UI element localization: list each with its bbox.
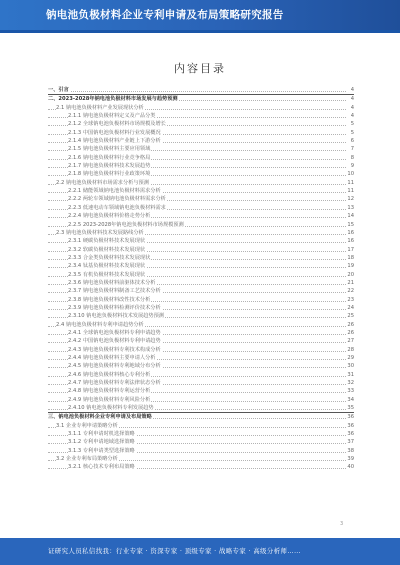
toc-entry-page: 21	[347, 279, 354, 286]
toc-entry-page: 4	[350, 96, 354, 103]
toc-entry[interactable]	[48, 455, 354, 463]
toc-entry-text: 2.2.3 低速电动车领域钠电池负极材料需求	[68, 204, 166, 211]
toc-entry[interactable]	[48, 254, 354, 262]
toc-entry-page: 15	[347, 221, 354, 228]
toc-entry-page: 38	[347, 447, 354, 454]
toc-entry-page: 36	[347, 431, 354, 438]
toc-entry-page: 5	[350, 129, 354, 136]
toc-entry-text: 2.4.7 钠电池负极材料专利法律状态分析	[68, 380, 161, 387]
document-title: 钠电池负极材料企业专利申请及布局策略研究报告	[46, 9, 284, 21]
toc-entry-text: 2.2.5 2023-2028年钠电池负极材料市场规模预测	[68, 221, 184, 228]
toc-entry[interactable]	[48, 104, 354, 112]
header-accent-line	[0, 30, 400, 33]
toc-entry[interactable]	[48, 296, 354, 304]
toc-entry-text: 2.1.1 钠电池负极材料定义及产品分类	[68, 113, 156, 120]
toc-entry-text: 2.4.2 中国钠电池负极材料专利申请趋势	[68, 338, 161, 345]
footer-text: 证研究人员私信找我：行业专家 · 资深专家 · 顶级专家 · 战略专家 · 高级分析师……	[48, 547, 301, 555]
toc-entry-text: 2.2.4 钠电池负极材料价格走势分析	[68, 213, 151, 220]
document-header	[0, 0, 400, 36]
toc-entry[interactable]	[48, 195, 354, 203]
toc-entry[interactable]	[48, 94, 354, 103]
toc-entry-text: 2.1.3 中国钠电池负极材料行业发展概况	[68, 129, 161, 136]
toc-entry[interactable]	[48, 346, 354, 354]
toc-entry-text: 2.3.4 钛基负极材料技术发展现状	[68, 263, 146, 270]
toc-entry-text: 2.1.5 钠电池负极材料主要应用领域	[68, 146, 151, 153]
toc-entry-page: 18	[347, 254, 354, 261]
toc-entry-page: 30	[347, 363, 354, 370]
toc-entry[interactable]	[48, 137, 354, 145]
toc-entry-page: 9	[350, 163, 354, 170]
toc-entry-page: 19	[347, 263, 354, 270]
toc-entry[interactable]	[48, 179, 354, 187]
toc-entry-text: 2.4.1 全球钠电池负极材料专利申请趋势	[68, 329, 161, 336]
toc-entry-text: 2.4.9 钠电池负极材料专利风险分析	[68, 396, 151, 403]
toc-entry-page: 39	[347, 456, 354, 463]
toc-leader-dots	[48, 91, 346, 92]
toc-entry[interactable]	[48, 362, 354, 370]
toc-entry[interactable]	[48, 371, 354, 379]
toc-entry-text: 3.1.1 专利申请时机选择策略	[68, 431, 135, 438]
toc-entry-page: 40	[347, 464, 354, 471]
toc-entry-text: 2.1.7 钠电池负极材料技术发展趋势	[68, 163, 151, 170]
toc-entry-text: 3.2.1 核心技术专利布局策略	[68, 464, 135, 471]
toc-entry[interactable]	[48, 430, 354, 438]
toc-entry[interactable]	[48, 412, 354, 421]
toc-entry-text: 三、钠电池负极材料企业专利申请及布局策略	[48, 414, 152, 421]
toc-entry-text: 2.4.4 钠电池负极材料主要申请人分析	[68, 355, 156, 361]
toc-entry[interactable]	[48, 329, 354, 337]
toc-entry-page: 10	[347, 171, 354, 178]
toc-entry-page: 28	[347, 346, 354, 353]
toc-entry-page: 11	[347, 179, 354, 186]
toc-entry-text: 2.3.6 钠电池负极材料前驱体技术分析	[68, 279, 156, 286]
toc-entry-text: 2.3.7 钠电池负极材料制备工艺技术分析	[68, 288, 161, 295]
toc-entry-text: 2.3.10 钠电池负极材料技术发展趋势预测	[68, 313, 164, 320]
toc-entry-text: 2.3.3 合金类负极材料技术发展现状	[68, 254, 151, 261]
toc-entry[interactable]	[48, 312, 354, 320]
toc-entry-text: 3.1.2 专利申请地域选择策略	[68, 439, 135, 446]
toc-entry-page: 32	[347, 380, 354, 387]
page-number: 3	[340, 521, 344, 527]
toc-entry[interactable]	[48, 387, 354, 395]
toc-entry-page: 20	[347, 271, 354, 278]
toc-entry[interactable]	[48, 246, 354, 254]
toc-entry-page: 25	[347, 313, 354, 320]
toc-entry-page: 35	[347, 405, 354, 412]
document-footer	[0, 538, 400, 565]
toc-entry[interactable]	[48, 204, 354, 212]
toc-entry[interactable]	[48, 112, 354, 120]
toc-entry-text: 2.4 钠电池负极材料专利申请趋势分析	[56, 321, 144, 328]
toc-entry[interactable]	[48, 129, 354, 137]
toc-entry-page: 5	[350, 121, 354, 128]
toc-entry-page: 36	[347, 414, 354, 421]
toc-entry[interactable]	[48, 271, 354, 279]
toc-entry[interactable]	[48, 447, 354, 455]
toc-entry[interactable]	[48, 321, 354, 329]
toc-entry-text: 3.2 企业专利布局策略分析	[56, 456, 118, 463]
toc-entry-page: 13	[347, 204, 354, 211]
toc-entry-page: 14	[347, 213, 354, 220]
toc-entry-text: 2.1.8 钠电池负极材料行业政策环境	[68, 171, 151, 178]
toc-entry-page: 31	[347, 371, 354, 378]
toc-entry[interactable]	[48, 162, 354, 170]
toc-entry[interactable]	[48, 86, 354, 94]
toc-entry[interactable]	[48, 154, 354, 162]
toc-heading: 内容目录	[174, 62, 226, 75]
toc-entry-text: 2.2.1 储能领域钠电池负极材料需求分析	[68, 188, 161, 195]
toc-entry[interactable]	[48, 422, 354, 430]
toc-entry-page: 17	[347, 246, 354, 253]
toc-entry-page: 12	[347, 196, 354, 203]
toc-entry[interactable]	[48, 463, 354, 471]
toc-entry[interactable]	[48, 396, 354, 404]
toc-entry-text: 2.3.5 有机负极材料技术发展现状	[68, 271, 146, 278]
toc-entry-page: 26	[347, 329, 354, 336]
toc-entry[interactable]	[48, 170, 354, 178]
toc-entry-page: 4	[350, 113, 354, 120]
toc-entry-page: 23	[347, 296, 354, 303]
toc-entry-page: 7	[350, 146, 354, 153]
toc-entry[interactable]	[48, 279, 354, 287]
toc-entry-page: 36	[347, 422, 354, 429]
toc-entry[interactable]	[48, 262, 354, 270]
toc-entry-text: 2.3.8 钠电池负极材料改性技术分析	[68, 296, 151, 303]
toc-entry-text: 2.4.5 钠电池负极材料专利地域分布分析	[68, 363, 161, 370]
toc-entry[interactable]	[48, 438, 354, 446]
toc-entry[interactable]	[48, 145, 354, 153]
toc-entry-text: 2.4.3 钠电池负极材料专利技术构成分析	[68, 346, 161, 353]
toc-entry-text: 2.3 钠电池负极材料技术发展路线分析	[56, 229, 144, 236]
toc-entry-text: 2.3.9 钠电池负极材料检测评价技术分析	[68, 304, 161, 311]
toc-entry-page: 37	[347, 439, 354, 446]
toc-entry[interactable]	[48, 229, 354, 237]
toc-entry-text: 2.3.2 软碳负极材料技术发展现状	[68, 246, 146, 253]
toc-entry-page: 8	[350, 154, 354, 161]
toc-entry-page: 4	[350, 104, 354, 111]
toc-entry-text: 2.4.6 钠电池负极材料核心专利分析	[68, 371, 151, 378]
toc-entry[interactable]	[48, 120, 354, 128]
toc-entry-text: 2.4.10 钠电池负极材料专利发展趋势	[68, 405, 154, 412]
toc-entry-text: 3.1.3 专利申请类型选择策略	[68, 447, 135, 454]
toc-entry-page: 22	[347, 288, 354, 295]
toc-entry-text: 二、2023-2028年钠电池负极材料市场发展与趋势预测	[48, 96, 178, 103]
table-of-contents	[48, 86, 354, 472]
toc-entry[interactable]	[48, 212, 354, 220]
toc-entry-page: 16	[347, 229, 354, 236]
toc-entry-text: 2.3.1 硬碳负极材料技术发展现状	[68, 238, 146, 245]
toc-entry-page: 29	[347, 355, 354, 361]
toc-entry[interactable]	[48, 404, 354, 412]
toc-entry-text: 2.1.4 钠电池负极材料产业链上下游分析	[68, 138, 161, 145]
toc-entry-text: 2.2 钠电池负极材料市场需求分析与预测	[56, 179, 149, 186]
toc-entry-page: 11	[347, 188, 354, 195]
toc-entry-page: 24	[347, 304, 354, 311]
toc-entry[interactable]	[48, 221, 354, 229]
toc-entry-page: 4	[350, 87, 354, 93]
toc-entry-text: 2.1.2 全球钠电池负极材料市场规模及增长	[68, 121, 166, 128]
toc-entry-text: 3.1 企业专利申请策略分析	[56, 422, 118, 429]
toc-entry-text: 2.1.6 钠电池负极材料行业竞争格局	[68, 154, 151, 161]
toc-entry[interactable]	[48, 379, 354, 387]
toc-entry[interactable]	[48, 337, 354, 345]
toc-entry-text: 一、引言	[48, 87, 69, 93]
toc-entry[interactable]	[48, 237, 354, 245]
toc-entry-page: 34	[347, 396, 354, 403]
toc-entry-page: 16	[347, 238, 354, 245]
toc-entry-page: 33	[347, 388, 354, 395]
toc-entry-page: 26	[347, 321, 354, 328]
toc-entry-page: 6	[350, 138, 354, 145]
toc-entry-text: 2.4.8 钠电池负极材料专利运营分析	[68, 388, 151, 395]
toc-entry[interactable]	[48, 287, 354, 295]
toc-entry-page: 27	[347, 338, 354, 345]
toc-entry-text: 2.1 钠电池负极材料产业发展现状分析	[56, 104, 144, 111]
toc-entry[interactable]	[48, 304, 354, 312]
toc-entry[interactable]	[48, 354, 354, 362]
toc-entry[interactable]	[48, 187, 354, 195]
toc-entry-text: 2.2.2 两轮车领域钠电池负极材料需求分析	[68, 196, 166, 203]
